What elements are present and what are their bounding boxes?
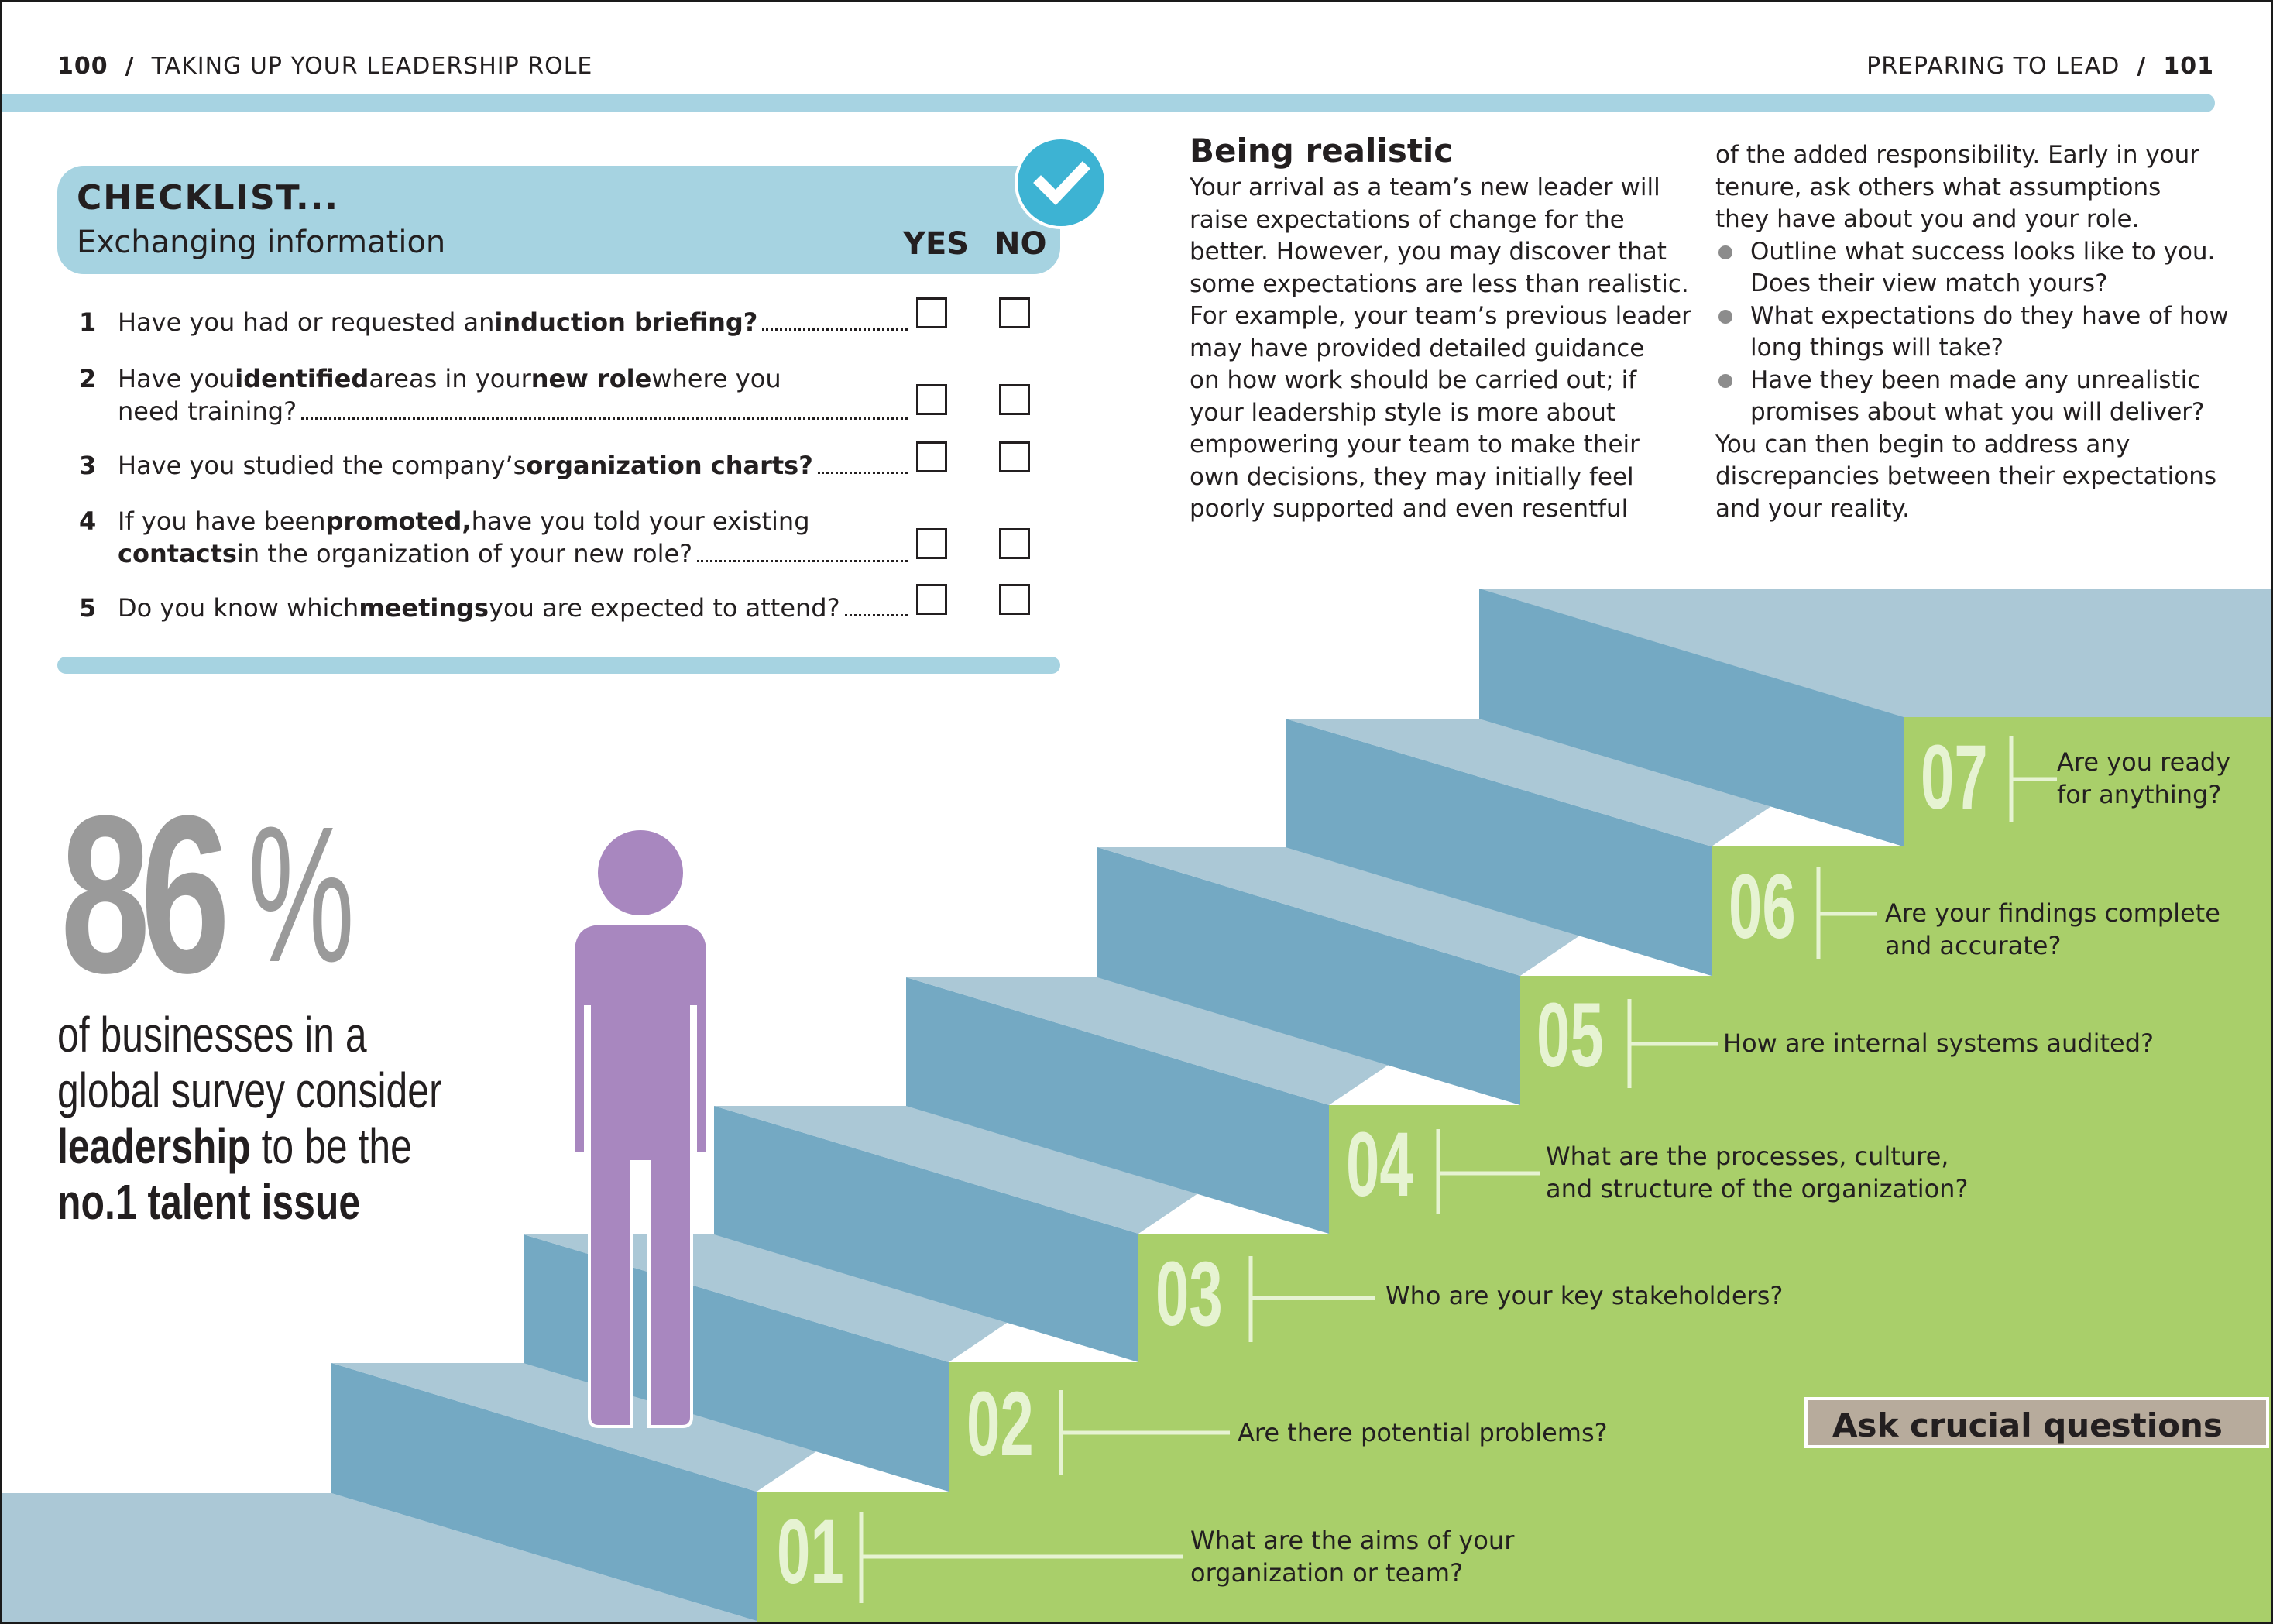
leader-dots: [818, 455, 908, 474]
checklist-footer-rule: [57, 657, 1060, 674]
bullet-item: [1715, 300, 2229, 365]
step-question-line: Are your findings complete: [1885, 898, 2220, 928]
left-page-number: 100: [57, 53, 108, 80]
bullet-item: [1715, 236, 2229, 300]
yes-column-label: YES: [903, 226, 970, 262]
no-checkbox[interactable]: [999, 441, 1030, 472]
body-line: better. However, you may discover that: [1190, 238, 1667, 266]
stat-emphasis: leadership: [57, 1118, 251, 1174]
step-question-line: What are the processes, culture,: [1546, 1142, 1949, 1171]
step-question: [1885, 897, 2220, 962]
article-column-2: [1715, 139, 2229, 525]
yes-checkbox[interactable]: [916, 384, 947, 415]
step-question-line: Are you ready: [2057, 747, 2231, 777]
step-question-line: and accurate?: [1885, 931, 2062, 960]
callout-text: Ask crucial questions: [1832, 1406, 2223, 1444]
checklist-subtitle: Exchanging information: [77, 225, 446, 260]
step-question-line: Who are your key stakeholders?: [1385, 1281, 1784, 1310]
folio-separator: /: [125, 53, 135, 80]
checklist-item-text: contacts in the organization of your new role?: [118, 537, 908, 570]
body-line: your leadership style is more about: [1190, 398, 1616, 427]
step-question-line: and structure of the organization?: [1546, 1174, 1969, 1203]
leader-dots: [762, 311, 908, 331]
stat-line: of businesses in a: [57, 1007, 367, 1063]
checklist-item-text: Do you know which meetings you are expected to attend?: [118, 592, 908, 624]
checklist-item-number: 4: [79, 506, 97, 536]
article-column-1: [1190, 172, 1691, 526]
no-column-label: NO: [994, 226, 1047, 262]
body-line: You can then begin to address any: [1715, 430, 2131, 458]
bullet-item: [1715, 365, 2229, 429]
leader-dots: [697, 543, 908, 562]
yes-checkbox[interactable]: [916, 584, 947, 615]
step-question-line: organization or team?: [1190, 1558, 1464, 1588]
stat-caption: [57, 1007, 442, 1230]
checklist-item-number: 2: [79, 364, 97, 393]
section-heading: Being realistic: [1190, 132, 1454, 170]
checklist-item-number: 1: [79, 307, 97, 337]
body-line: Your arrival as a team’s new leader will: [1190, 173, 1660, 201]
yes-checkbox[interactable]: [916, 441, 947, 472]
checklist-item-number: 3: [79, 451, 97, 480]
checklist-item-text: need training?: [118, 395, 908, 427]
step-question: [1238, 1416, 1608, 1449]
yes-checkbox[interactable]: [916, 297, 947, 328]
callout-box: [1804, 1397, 2269, 1448]
checklist-title: CHECKLIST...: [77, 178, 340, 218]
step-question: [1385, 1279, 1783, 1312]
step-question-line: How are internal systems audited?: [1723, 1028, 2155, 1058]
step-question: [2057, 746, 2230, 811]
body-line: empowering your team to make their: [1190, 431, 1640, 458]
body-line: own decisions, they may initially feel: [1190, 462, 1634, 491]
checklist-item-text: Have you had or requested an induction briefing?: [118, 306, 908, 338]
step-question-line: for anything?: [2057, 780, 2222, 809]
leader-dots: [301, 400, 908, 420]
step-number: 05: [1537, 984, 1604, 1087]
body-line: poorly supported and even resentful: [1190, 495, 1629, 523]
step-question: [1546, 1140, 1968, 1205]
bullet-line: Have they been made any unrealistic: [1750, 366, 2201, 394]
stat-line: leadership to be the: [57, 1118, 412, 1174]
body-line: some expectations are less than realistic.: [1190, 270, 1689, 298]
step-number: 02: [967, 1373, 1034, 1475]
checklist-item-text: Have you identified areas in your new role where you: [118, 364, 781, 393]
stat-emphasis: no.1 talent issue: [57, 1174, 361, 1230]
no-checkbox[interactable]: [999, 297, 1030, 328]
stat-line: global survey consider: [57, 1063, 442, 1118]
stat-number: 86: [60, 769, 221, 1020]
step-question-line: Are there potential problems?: [1238, 1418, 1608, 1447]
checkmark-icon: [1015, 136, 1107, 229]
checklist-item-text: If you have been promoted, have you told your existing: [118, 506, 810, 536]
checklist-header: [57, 166, 1060, 274]
no-checkbox[interactable]: [999, 528, 1030, 559]
body-line: on how work should be carried out; if: [1190, 366, 1637, 394]
step-number: 06: [1729, 856, 1796, 958]
step-number: 07: [1921, 726, 1988, 829]
bullet-line: promises about what you will deliver?: [1750, 398, 2205, 426]
body-line: of the added responsibility. Early in your: [1715, 141, 2200, 169]
checklist-item-number: 5: [79, 593, 97, 623]
step-number: 03: [1155, 1243, 1223, 1345]
step-number: 01: [777, 1501, 844, 1603]
bullet-line: Does their view match yours?: [1750, 270, 2108, 297]
right-running-title: PREPARING TO LEAD: [1866, 53, 2120, 80]
step-question: [1190, 1524, 1514, 1589]
body-line: raise expectations of change for the: [1190, 205, 1625, 234]
step-question: [1723, 1027, 2154, 1059]
body-line: may have provided detailed guidance: [1190, 334, 1645, 362]
stat-percent-sign: %: [248, 786, 355, 1002]
body-line: For example, your team’s previous leader: [1190, 302, 1691, 330]
body-line: discrepancies between their expectations: [1715, 462, 2217, 490]
body-line: they have about you and your role.: [1715, 205, 2140, 233]
bullet-line: Outline what success looks like to you.: [1750, 237, 2216, 266]
right-page-number: 101: [2163, 53, 2214, 80]
no-checkbox[interactable]: [999, 584, 1030, 615]
leader-dots: [845, 597, 908, 616]
checklist-item-text: Have you studied the company’s organization charts?: [118, 449, 908, 482]
bullet-line: What expectations do they have of how: [1750, 301, 2229, 330]
bullet-line: long things will take?: [1750, 334, 2004, 362]
step-question-line: What are the aims of your: [1190, 1526, 1515, 1555]
yes-checkbox[interactable]: [916, 528, 947, 559]
folio-separator: /: [2137, 53, 2147, 80]
no-checkbox[interactable]: [999, 384, 1030, 415]
body-line: and your reality.: [1715, 494, 1911, 523]
stat-line: [57, 1174, 442, 1230]
left-running-title: TAKING UP YOUR LEADERSHIP ROLE: [151, 53, 593, 80]
body-line: tenure, ask others what assumptions: [1715, 173, 2161, 201]
step-number: 04: [1346, 1114, 1413, 1216]
